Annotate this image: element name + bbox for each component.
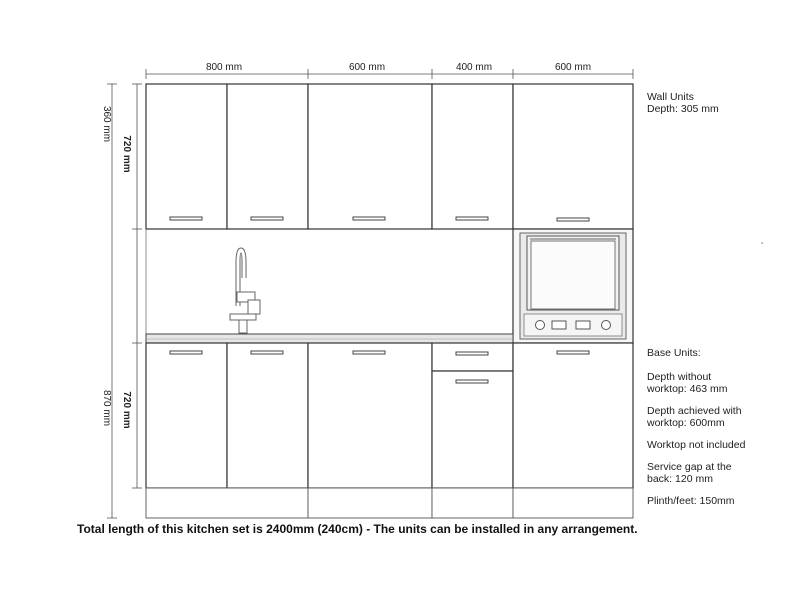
base-handle-3 [353, 351, 385, 354]
faucet-icon [230, 248, 260, 333]
base-handle-4 [456, 352, 488, 355]
height-label-360: 360 mm [101, 105, 112, 143]
wall-cabinet-2 [227, 84, 308, 229]
oven-knob-right [602, 321, 611, 330]
wall-handle-3 [353, 217, 385, 220]
plinth-1 [146, 488, 308, 518]
wall-units [146, 84, 633, 229]
wall-units-depth: Depth: 305 mm [647, 103, 719, 115]
width-label-600b: 600 mm [554, 62, 592, 73]
plinth [146, 488, 633, 518]
service-gap-line1: Service gap at the [647, 461, 732, 473]
depth-with-line2: worktop: 600mm [647, 417, 725, 429]
plinth-2 [308, 488, 432, 518]
worktop-note: Worktop not included [647, 439, 746, 451]
base-cabinet-1 [146, 343, 227, 488]
width-label-400: 400 mm [455, 62, 493, 73]
base-handle-2 [251, 351, 283, 354]
oven-display-2 [576, 321, 590, 329]
wall-handle-5 [557, 218, 589, 221]
oven-knob-left [536, 321, 545, 330]
plinth-note: Plinth/feet: 150mm [647, 495, 735, 507]
wall-units-title: Wall Units [647, 91, 694, 103]
base-units-title: Base Units: [647, 347, 701, 359]
base-cabinet-5 [513, 343, 633, 488]
plinth-4 [513, 488, 633, 518]
wall-handle-4 [456, 217, 488, 220]
wall-cabinet-4 [432, 84, 513, 229]
wall-handle-1 [170, 217, 202, 220]
width-label-800: 800 mm [205, 62, 243, 73]
depth-without-line1: Depth without [647, 371, 712, 383]
oven-housing [513, 229, 633, 343]
depth-with-line1: Depth achieved with [647, 405, 742, 417]
oven-display-1 [552, 321, 566, 329]
stray-dot [761, 242, 763, 244]
base-cabinet-2 [227, 343, 308, 488]
height-label-870: 870 mm [101, 389, 112, 427]
base-handle-5 [456, 380, 488, 383]
footer-caption: Total length of this kitchen set is 2400mm (240cm) - The units can be installed in any arrangement. [77, 522, 638, 536]
wall-cabinet-3 [308, 84, 432, 229]
height-label-720-lower: 720 mm [121, 391, 132, 429]
wall-cabinet-5 [513, 84, 633, 229]
width-label-600a: 600 mm [348, 62, 386, 73]
depth-without-line2: worktop: 463 mm [647, 383, 728, 395]
worktop [146, 334, 513, 343]
plinth-3 [432, 488, 513, 518]
wall-cabinet-1 [146, 84, 227, 229]
wall-handle-2 [251, 217, 283, 220]
base-units [146, 343, 633, 488]
base-drawer-bottom [432, 371, 513, 488]
base-drawer-top [432, 343, 513, 371]
base-handle-1 [170, 351, 202, 354]
wall-units-note [647, 91, 719, 115]
base-units-note [647, 347, 745, 507]
service-gap-line2: back: 120 mm [647, 473, 713, 485]
base-handle-6 [557, 351, 589, 354]
height-label-720-upper: 720 mm [121, 135, 132, 173]
base-cabinet-3 [308, 343, 432, 488]
oven-window [531, 241, 615, 309]
